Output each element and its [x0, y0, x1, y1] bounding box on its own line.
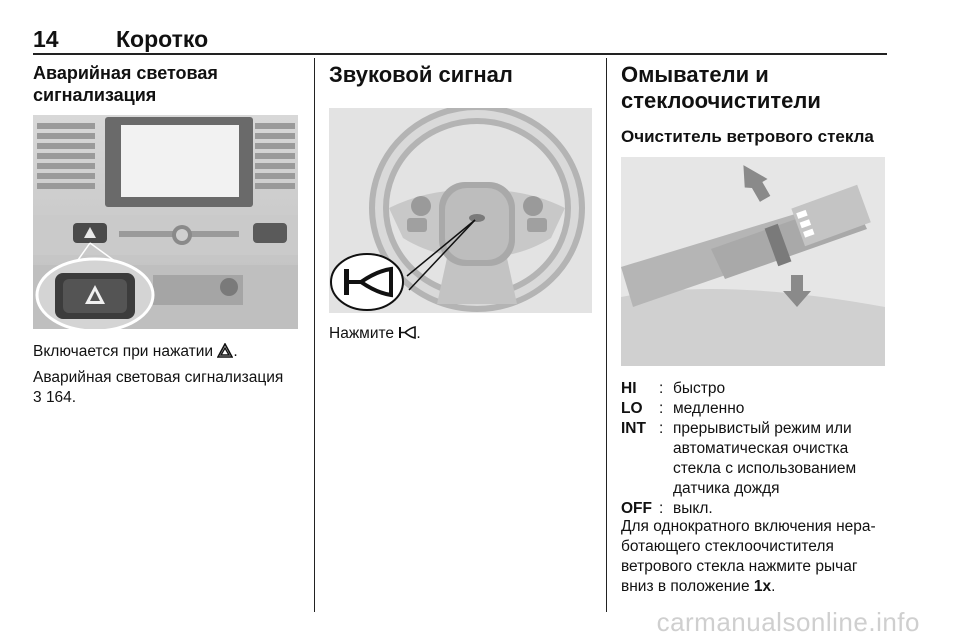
hazard-instruction: Включается при нажатии .: [33, 343, 238, 360]
page-ref-link[interactable]: 164.: [45, 389, 77, 406]
wiper-mode-lo: LO : медленно: [621, 400, 745, 417]
hazard-reference: Аварийная световая сигнализация 3 164.: [33, 369, 284, 406]
horn-symbol-icon: [398, 326, 416, 339]
wiper-lever-illustration: [621, 157, 885, 366]
column-divider-1: [314, 58, 315, 612]
column-hazard-lights: [33, 62, 305, 106]
wiper-mode-list: [621, 379, 891, 519]
hazard-triangle-icon: [217, 343, 233, 358]
column-wipers: [621, 62, 896, 148]
wiper-mode-hi: HI : быстро: [621, 380, 726, 397]
wiper-mode-off: OFF : выкл.: [621, 500, 713, 517]
page-number: 14: [33, 26, 59, 52]
chapter-title: Коротко: [116, 26, 209, 52]
windshield-wiper-subheading: Очиститель ветрового стекла: [621, 127, 874, 146]
steering-wheel-figure: [329, 108, 592, 313]
page-ref-arrow-icon: 3: [33, 389, 42, 406]
single-wipe-paragraph: Для однократного включения нера‐ ботающего стеклоочистителя ветрового стекла нажмите рычаг вниз в положение 1x.: [621, 518, 876, 595]
column-divider-2: [606, 58, 607, 612]
watermark: carmanualsonline.info: [656, 607, 920, 637]
wiper-mode-int: INT : прерывистый режим или автоматическая очистка стекла с использованием датчика дождя: [621, 420, 857, 497]
wipers-heading: Омыватели и стеклоочистители: [621, 62, 821, 113]
horn-icon: [341, 265, 397, 299]
horn-instruction: Нажмите .: [329, 325, 421, 342]
hazard-illustration: [33, 115, 298, 329]
column-horn: [329, 62, 597, 88]
hazard-heading: Аварийная световая сигнализация: [33, 63, 218, 105]
hazard-button-figure: [33, 115, 298, 329]
horn-heading: Звуковой сигнал: [329, 62, 513, 87]
wiper-lever-figure: [621, 157, 885, 366]
header-rule: [33, 53, 887, 55]
